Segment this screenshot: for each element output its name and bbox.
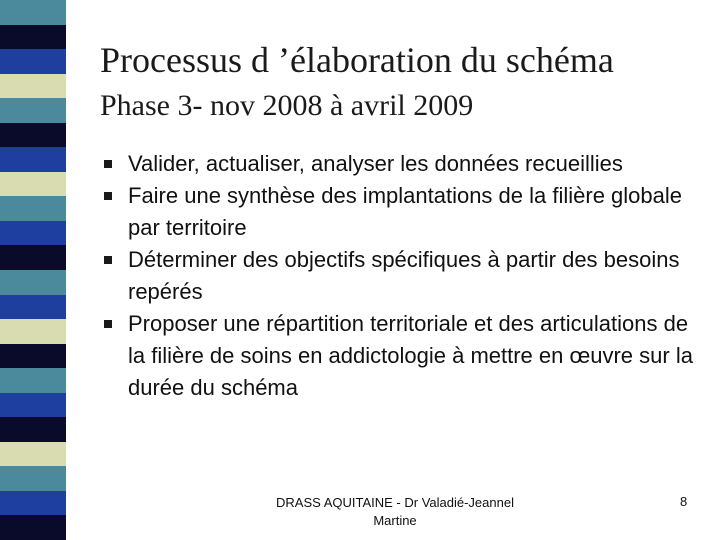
stripe-band: [0, 295, 66, 320]
stripe-band: [0, 172, 66, 197]
square-bullet-icon: [104, 256, 112, 264]
bullet-item: [104, 148, 704, 180]
bullet-item: [104, 308, 704, 404]
bullet-text: Proposer une répartition territoriale et des articulations de la filière de soins en addictologie à mettre en œuvre sur la durée du schéma: [128, 311, 693, 400]
stripe-band: [0, 319, 66, 344]
stripe-band: [0, 74, 66, 99]
page-number: 8: [680, 494, 688, 509]
bullet-item: [104, 180, 704, 244]
stripe-band: [0, 221, 66, 246]
stripe-band: [0, 245, 66, 270]
footer-text: DRASS AQUITAINE - Dr Valadié-Jeannel Martine: [276, 495, 514, 528]
square-bullet-icon: [104, 320, 112, 328]
bullet-text: Déterminer des objectifs spécifiques à partir des besoins repérés: [128, 247, 680, 304]
stripe-band: [0, 515, 66, 540]
slide-subtitle: Phase 3- nov 2008 à avril 2009: [100, 89, 474, 122]
stripe-band: [0, 417, 66, 442]
stripe-band: [0, 49, 66, 74]
stripe-band: [0, 270, 66, 295]
stripe-band: [0, 368, 66, 393]
bullet-text: Faire une synthèse des implantations de la filière globale par territoire: [128, 183, 682, 240]
stripe-band: [0, 491, 66, 516]
stripe-band: [0, 344, 66, 369]
stripe-band: [0, 98, 66, 123]
stripe-band: [0, 25, 66, 50]
stripe-band: [0, 147, 66, 172]
bullet-text: Valider, actualiser, analyser les données recueillies: [128, 151, 623, 176]
slide-title: Processus d ’élaboration du schéma: [100, 40, 614, 80]
square-bullet-icon: [104, 192, 112, 200]
stripe-band: [0, 466, 66, 491]
stripe-band: [0, 0, 66, 25]
square-bullet-icon: [104, 160, 112, 168]
stripe-band: [0, 393, 66, 418]
stripe-band: [0, 196, 66, 221]
title-block: [100, 38, 614, 126]
bullet-list: [104, 148, 704, 404]
stripe-band: [0, 123, 66, 148]
stripe-band: [0, 442, 66, 467]
bullet-item: [104, 244, 704, 308]
decorative-stripe: [0, 0, 66, 540]
